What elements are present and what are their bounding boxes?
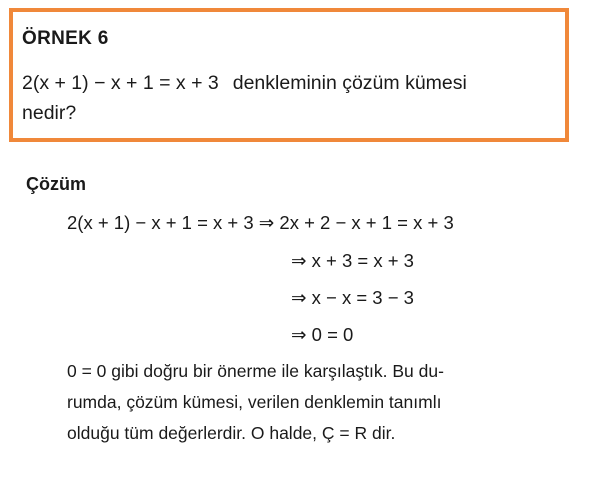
solution-step-1: 2(x + 1) − x + 1 = x + 3 ⇒ 2x + 2 − x + 1 = x + 3 bbox=[67, 212, 454, 233]
example-question-text: denkleminin çözüm kümesi bbox=[232, 72, 467, 94]
example-title: ÖRNEK 6 bbox=[22, 28, 109, 49]
solution-step-4: ⇒ 0 = 0 bbox=[291, 324, 354, 345]
conclusion-line-2: rumda, çözüm kümesi, verilen denklemin tanımlı bbox=[67, 392, 442, 412]
solution-step-2: ⇒ x + 3 = x + 3 bbox=[291, 250, 414, 271]
example-equation: 2(x + 1) − x + 1 = x + 3 bbox=[22, 72, 219, 94]
conclusion-line-3: olduğu tüm değerlerdir. O halde, Ç = R dir. bbox=[67, 423, 396, 443]
example-question-line-1 bbox=[22, 72, 467, 95]
example-question-line-2: nedir? bbox=[22, 102, 77, 124]
solution-title: Çözüm bbox=[26, 174, 86, 194]
solution-step-3: ⇒ x − x = 3 − 3 bbox=[291, 287, 414, 308]
conclusion-line-1: 0 = 0 gibi doğru bir önerme ile karşılaştık. Bu du- bbox=[67, 361, 444, 381]
